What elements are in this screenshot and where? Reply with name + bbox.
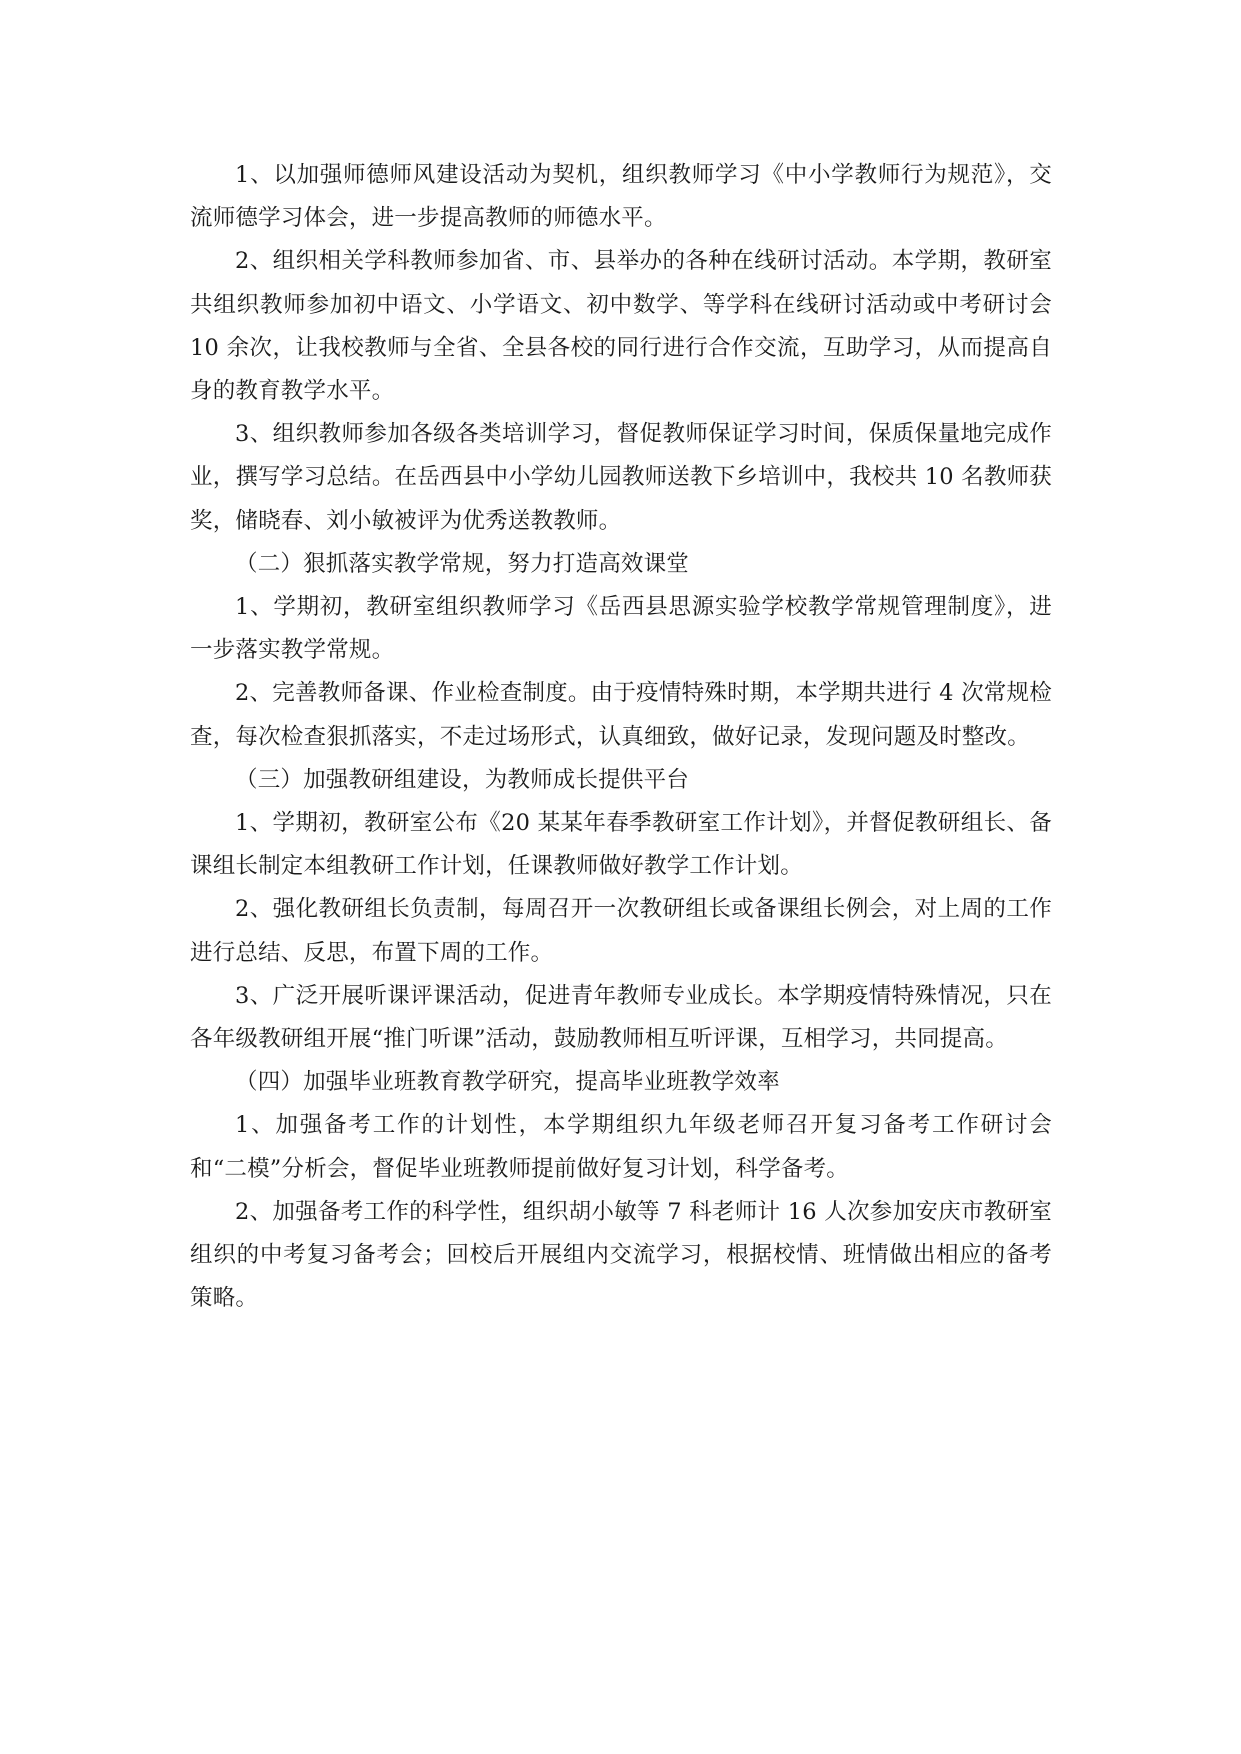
- paragraph-teacher-ethics: 1、以加强师德师风建设活动为契机，组织教师学习《中小学教师行为规范》，交流师德学习体会，进一步提高教师的师德水平。: [190, 162, 1052, 232]
- section-heading-graduating-classes: （四）加强毕业班教育教学研究，提高毕业班教学效率: [235, 1069, 780, 1096]
- paragraph-routine-inspection: 2、完善教师备课、作业检查制度。由于疫情特殊时期，本学期共进行 4 次常规检查，每次检查狠抓落实，不走过场形式，认真细致，做好记录，发现问题及时整改。: [190, 680, 1052, 750]
- paragraph-training: 3、组织教师参加各级各类培训学习，督促教师保证学习时间，保质保量地完成作业，撰写学习总结。在岳西县中小学幼儿园教师送教下乡培训中，我校共 10 名教师获奖，储晓春、刘小敏被评为优秀送教教师。: [190, 421, 1052, 534]
- section-heading-research-groups: （三）加强教研组建设，为教师成长提供平台: [235, 766, 690, 793]
- paragraph-group-leaders: 2、强化教研组长负责制，每周召开一次教研组长或备课组长例会，对上周的工作进行总结、反思，布置下周的工作。: [190, 896, 1052, 966]
- paragraph-exam-planning: 1、加强备考工作的计划性，本学期组织九年级老师召开复习备考工作研讨会和“二模”分析会，督促毕业班教师提前做好复习计划，科学备考。: [190, 1112, 1052, 1182]
- paragraph-lesson-observation: 3、广泛开展听课评课活动，促进青年教师专业成长。本学期疫情特殊情况，只在各年级教研组开展“推门听课”活动，鼓励教师相互听评课，互相学习，共同提高。: [190, 982, 1052, 1053]
- paragraph-exam-science: 2、加强备考工作的科学性，组织胡小敏等 7 科老师计 16 人次参加安庆市教研室组织的中考复习备考会；回校后开展组内交流学习，根据校情、班情做出相应的备考策略。: [190, 1198, 1052, 1312]
- paragraph-work-plan: 1、学期初，教研室公布《20 某某年春季教研室工作计划》，并督促教研组长、备课组长制定本组教研工作计划，任课教师做好教学工作计划。: [190, 810, 1052, 880]
- paragraph-online-seminars: 2、组织相关学科教师参加省、市、县举办的各种在线研讨活动。本学期，教研室共组织教师参加初中语文、小学语文、初中数学、等学科在线研讨活动或中考研讨会 10 余次，让我校教师与全省、全县各校的同行进行合作交流，互助学习，从而提高自身的教育教学水平。: [190, 248, 1052, 405]
- paragraph-routine-study: 1、学期初，教研室组织教师学习《岳西县思源实验学校教学常规管理制度》，进一步落实教学常规。: [190, 594, 1052, 664]
- section-heading-teaching-routine: （二）狠抓落实教学常规，努力打造高效课堂: [235, 550, 690, 577]
- document-body: [190, 154, 1052, 1320]
